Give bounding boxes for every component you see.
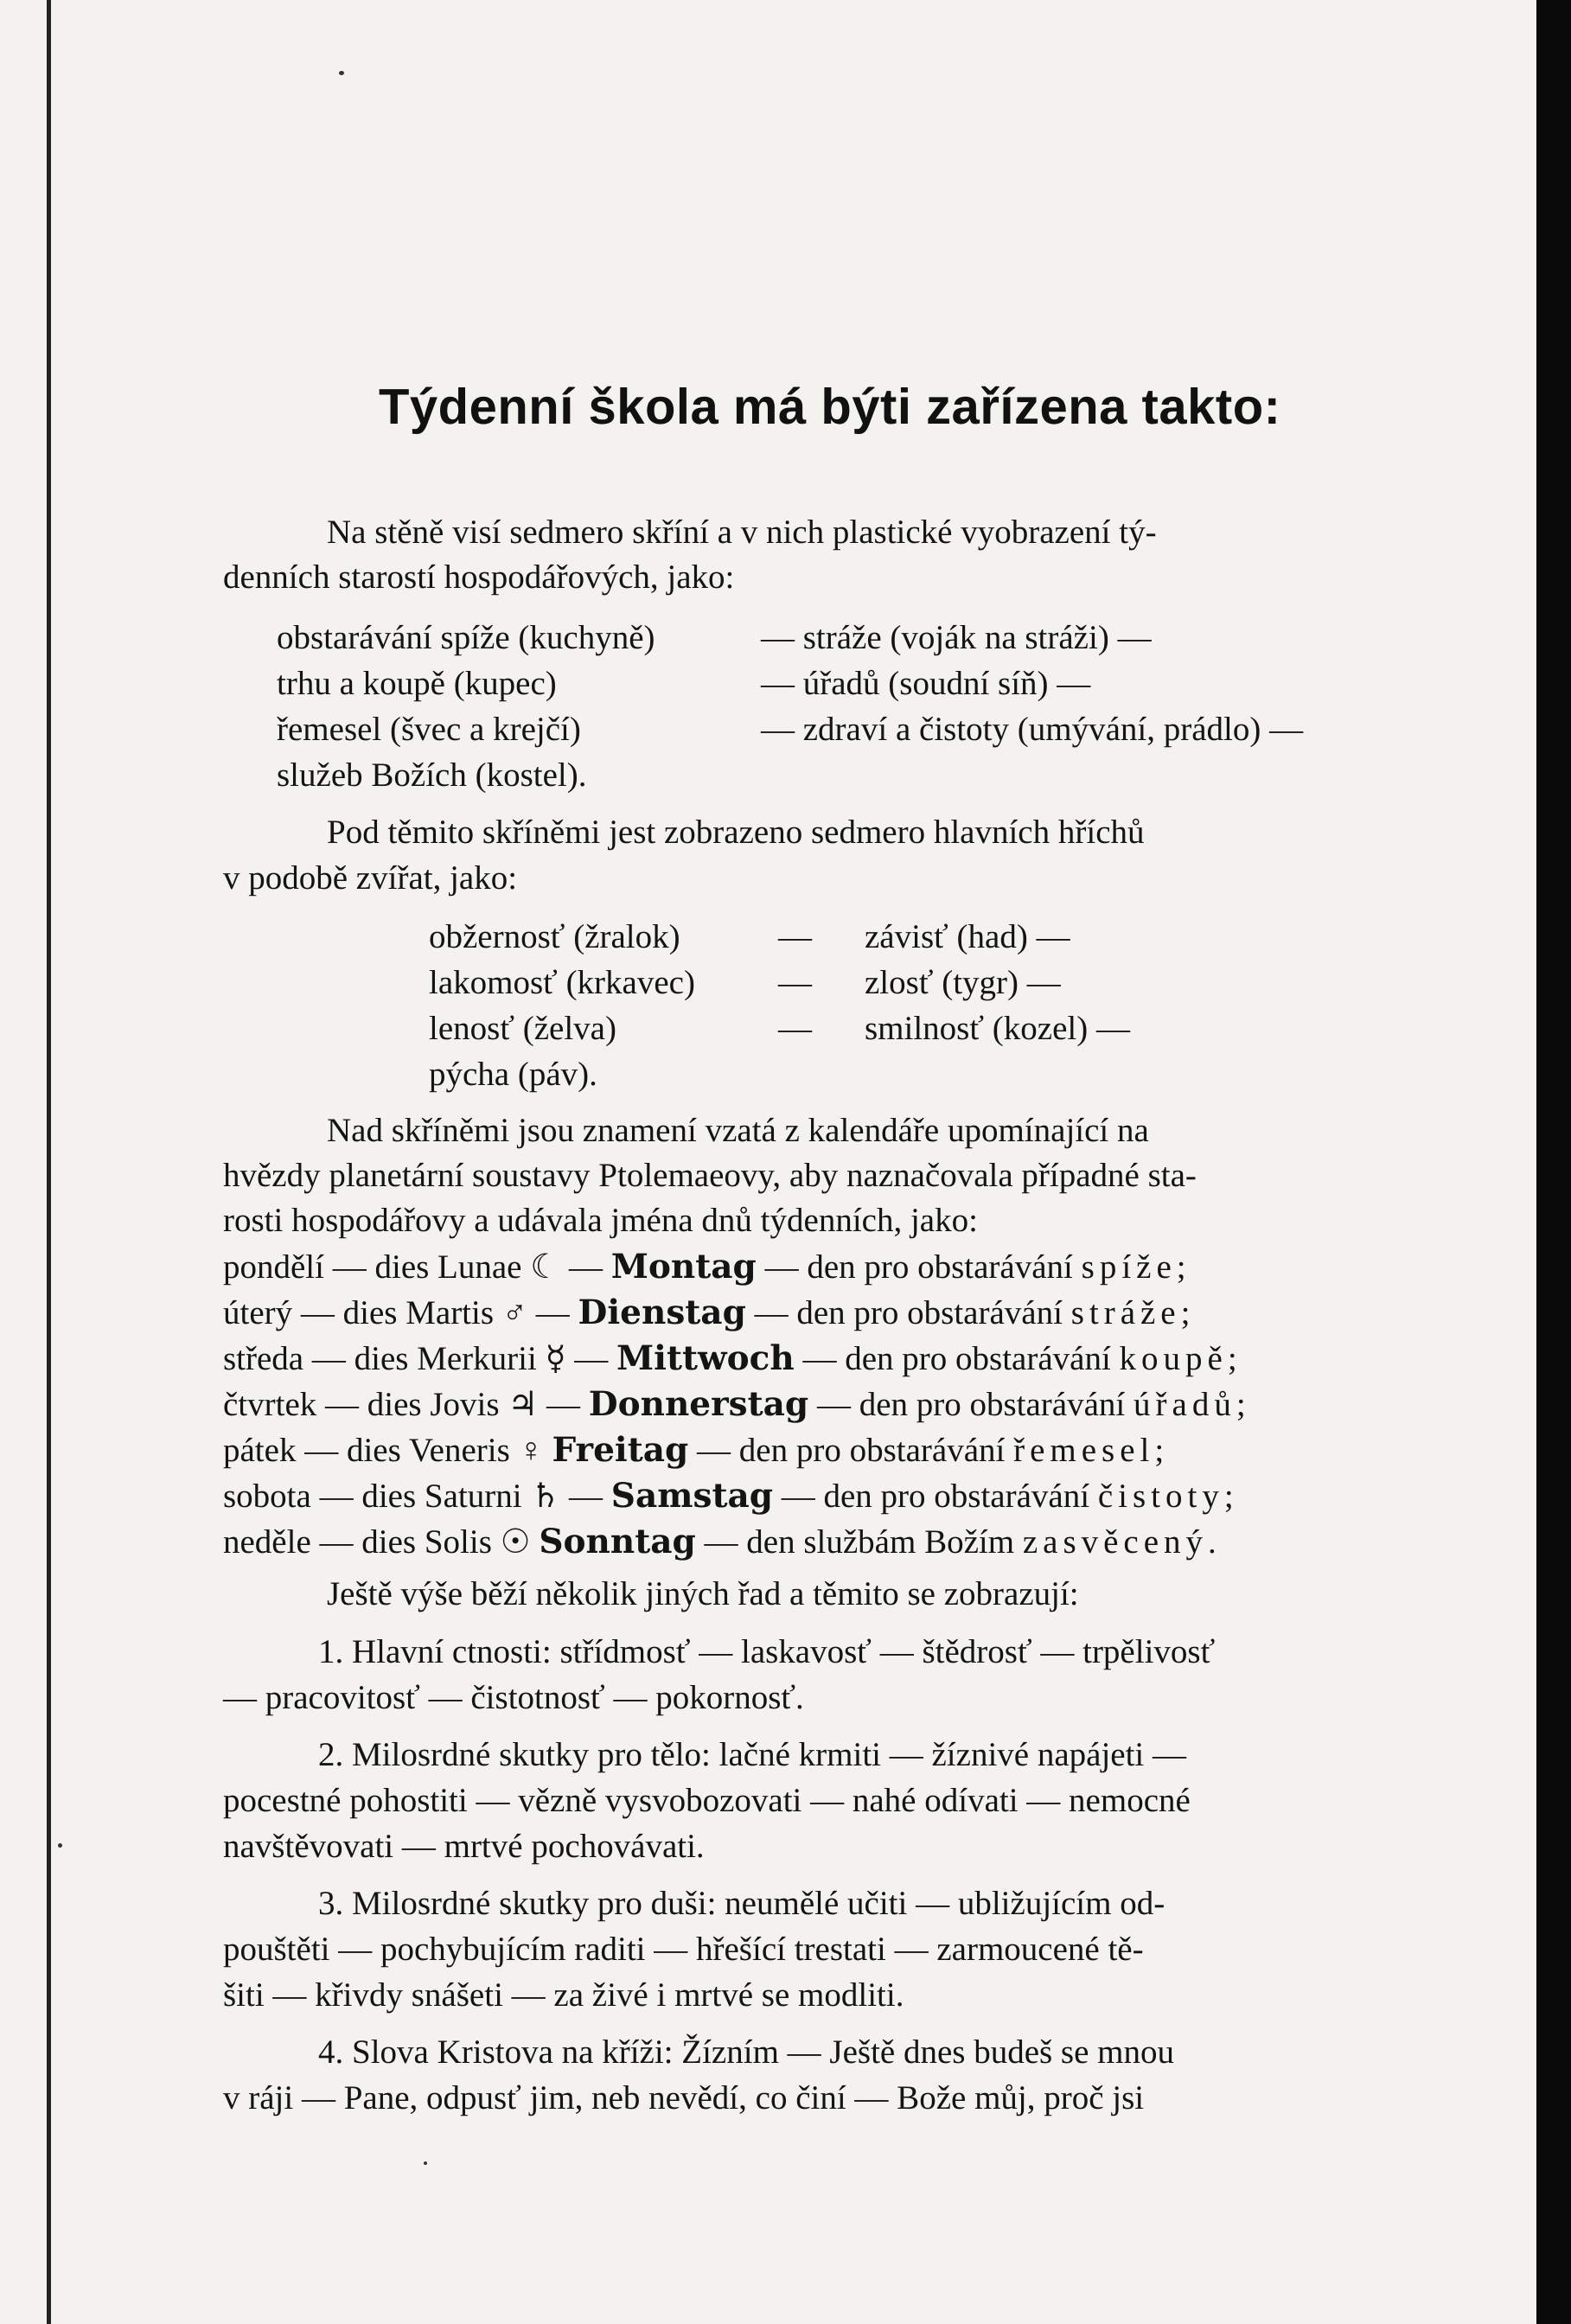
day-line [223,1291,1195,1336]
sin-dash: — [778,964,812,1001]
ink-speck [424,2161,427,2165]
list-item-line: v ráji — Pane, odpusť jim, neb nevědí, co činí — Bože můj, proč jsi [223,2079,1145,2116]
day-line [223,1245,1191,1290]
day-line [223,1337,1242,1382]
list-item-line: šiti — křivdy snášeti — za živé i mrtvé se modliti. [223,1976,904,2014]
text-line: Ještě výše běží několik jiných řad a těmito se zobrazují: [327,1575,1079,1612]
day-emph: čistoty; [1097,1478,1239,1515]
sin-left: obžernosť (žralok) [429,918,680,955]
list-item-line: navštěvovati — mrtvé pochovávati. [223,1828,705,1865]
day-start: sobota — dies Saturni ♄ — [223,1478,603,1515]
text-line: Na stěně visí sedmero skříní a v nich plastické vyobrazení tý- [327,514,1157,551]
day-start: středa — dies Merkurii ☿ — [223,1340,609,1377]
ink-speck [339,71,344,75]
day-end: — den pro obstarávání [697,1432,1006,1469]
day-end: — den pro obstarávání [802,1340,1111,1377]
sin-dash: — [778,918,812,955]
day-end: — den pro obstarávání [764,1248,1073,1286]
sin-dash: — [778,1010,812,1047]
text-line: Pod těmito skříněmi jest zobrazeno sedmero hlavních hříchů [327,814,1145,851]
day-end: — den pro obstarávání [781,1478,1090,1515]
day-emph: řemesel; [1013,1432,1170,1469]
day-german: Freitag [552,1430,689,1470]
day-line [223,1382,1251,1427]
day-emph: zasvěcený. [1022,1523,1222,1561]
day-start: pondělí — dies Lunae ☾ — [223,1248,603,1286]
text-line: v podobě zvířat, jako: [223,859,518,897]
text-line: hvězdy planetární soustavy Ptolemaeovy, aby naznačovala případné sta- [223,1157,1197,1194]
day-end: — den pro obstarávání [816,1386,1126,1423]
list-item-line: 1. Hlavní ctnosti: střídmosť — laskavosť — štědrosť — trpělivosť [318,1633,1216,1670]
day-german: Montag [610,1247,757,1286]
sin-right: závisť (had) — [865,918,1070,955]
sin-right: zlosť (tygr) — [865,964,1061,1001]
day-line [223,1428,1169,1473]
text-line: Nad skříněmi jsou znamení vzatá z kalendáře upomínající na [327,1112,1149,1149]
sin-left: pýcha (páv). [429,1056,597,1093]
day-german: Mittwoch [616,1338,795,1378]
list-item-line: pocestné pohostiti — vězně vysvobozovati — nahé odívati — nemocné [223,1782,1191,1819]
day-emph: spíže; [1081,1248,1191,1286]
sin-left: lakomosť (krkavec) [429,964,695,1001]
text-line: rosti hospodářovy a udávala jména dnů týdenních, jako: [223,1202,978,1239]
day-start: pátek — dies Veneris ♀ [223,1432,544,1469]
sin-left: lenosť (želva) [429,1010,616,1047]
day-emph: koupě; [1119,1340,1242,1377]
sin-right: smilnosť (kozel) — [865,1010,1130,1047]
day-start: čtvrtek — dies Jovis ♃ — [223,1386,581,1423]
care-left: obstarávání spíže (kuchyně) [277,619,655,656]
day-emph: stráže; [1070,1294,1196,1331]
care-left: trhu a koupě (kupec) [277,665,557,702]
list-item-line: 3. Milosrdné skutky pro duši: neumělé učiti — ubližujícím od- [318,1885,1165,1922]
care-right: — úřadů (soudní síň) — [761,665,1091,702]
list-item-line: — pracovitosť — čistotnosť — pokornosť. [223,1679,804,1716]
day-german: Donnerstag [588,1384,809,1424]
text-line: denních starostí hospodářových, jako: [223,559,735,596]
scan-border [1536,0,1571,2324]
day-end: — den službám Božím [704,1523,1015,1561]
day-german: Dienstag [578,1293,746,1332]
day-german: Sonntag [539,1522,696,1561]
day-end: — den pro obstarávání [754,1294,1063,1331]
day-german: Samstag [610,1476,773,1516]
day-emph: úřadů; [1134,1386,1251,1423]
day-start: úterý — dies Martis ♂ — [223,1294,570,1331]
ink-speck [58,1843,62,1848]
care-right: — zdraví a čistoty (umývání, prádlo) — [761,711,1304,748]
day-line [223,1474,1239,1519]
day-start: neděle — dies Solis ☉ [223,1523,531,1561]
binding-edge-line [47,0,51,2324]
list-item-line: pouštěti — pochybujícím raditi — hřešící trestati — zarmoucené tě- [223,1931,1144,1968]
list-item-line: 4. Slova Kristova na kříži: Žízním — Ještě dnes budeš se mnou [318,2034,1175,2071]
list-item-line: 2. Milosrdné skutky pro tělo: lačné krmiti — žíznivé napájeti — [318,1736,1187,1773]
care-left: služeb Božích (kostel). [277,757,587,794]
page-title: Týdenní škola má býti zařízena takto: [379,379,1281,435]
care-right: — stráže (voják na stráži) — [761,619,1152,656]
care-left: řemesel (švec a krejčí) [277,711,581,748]
day-line [223,1520,1222,1565]
